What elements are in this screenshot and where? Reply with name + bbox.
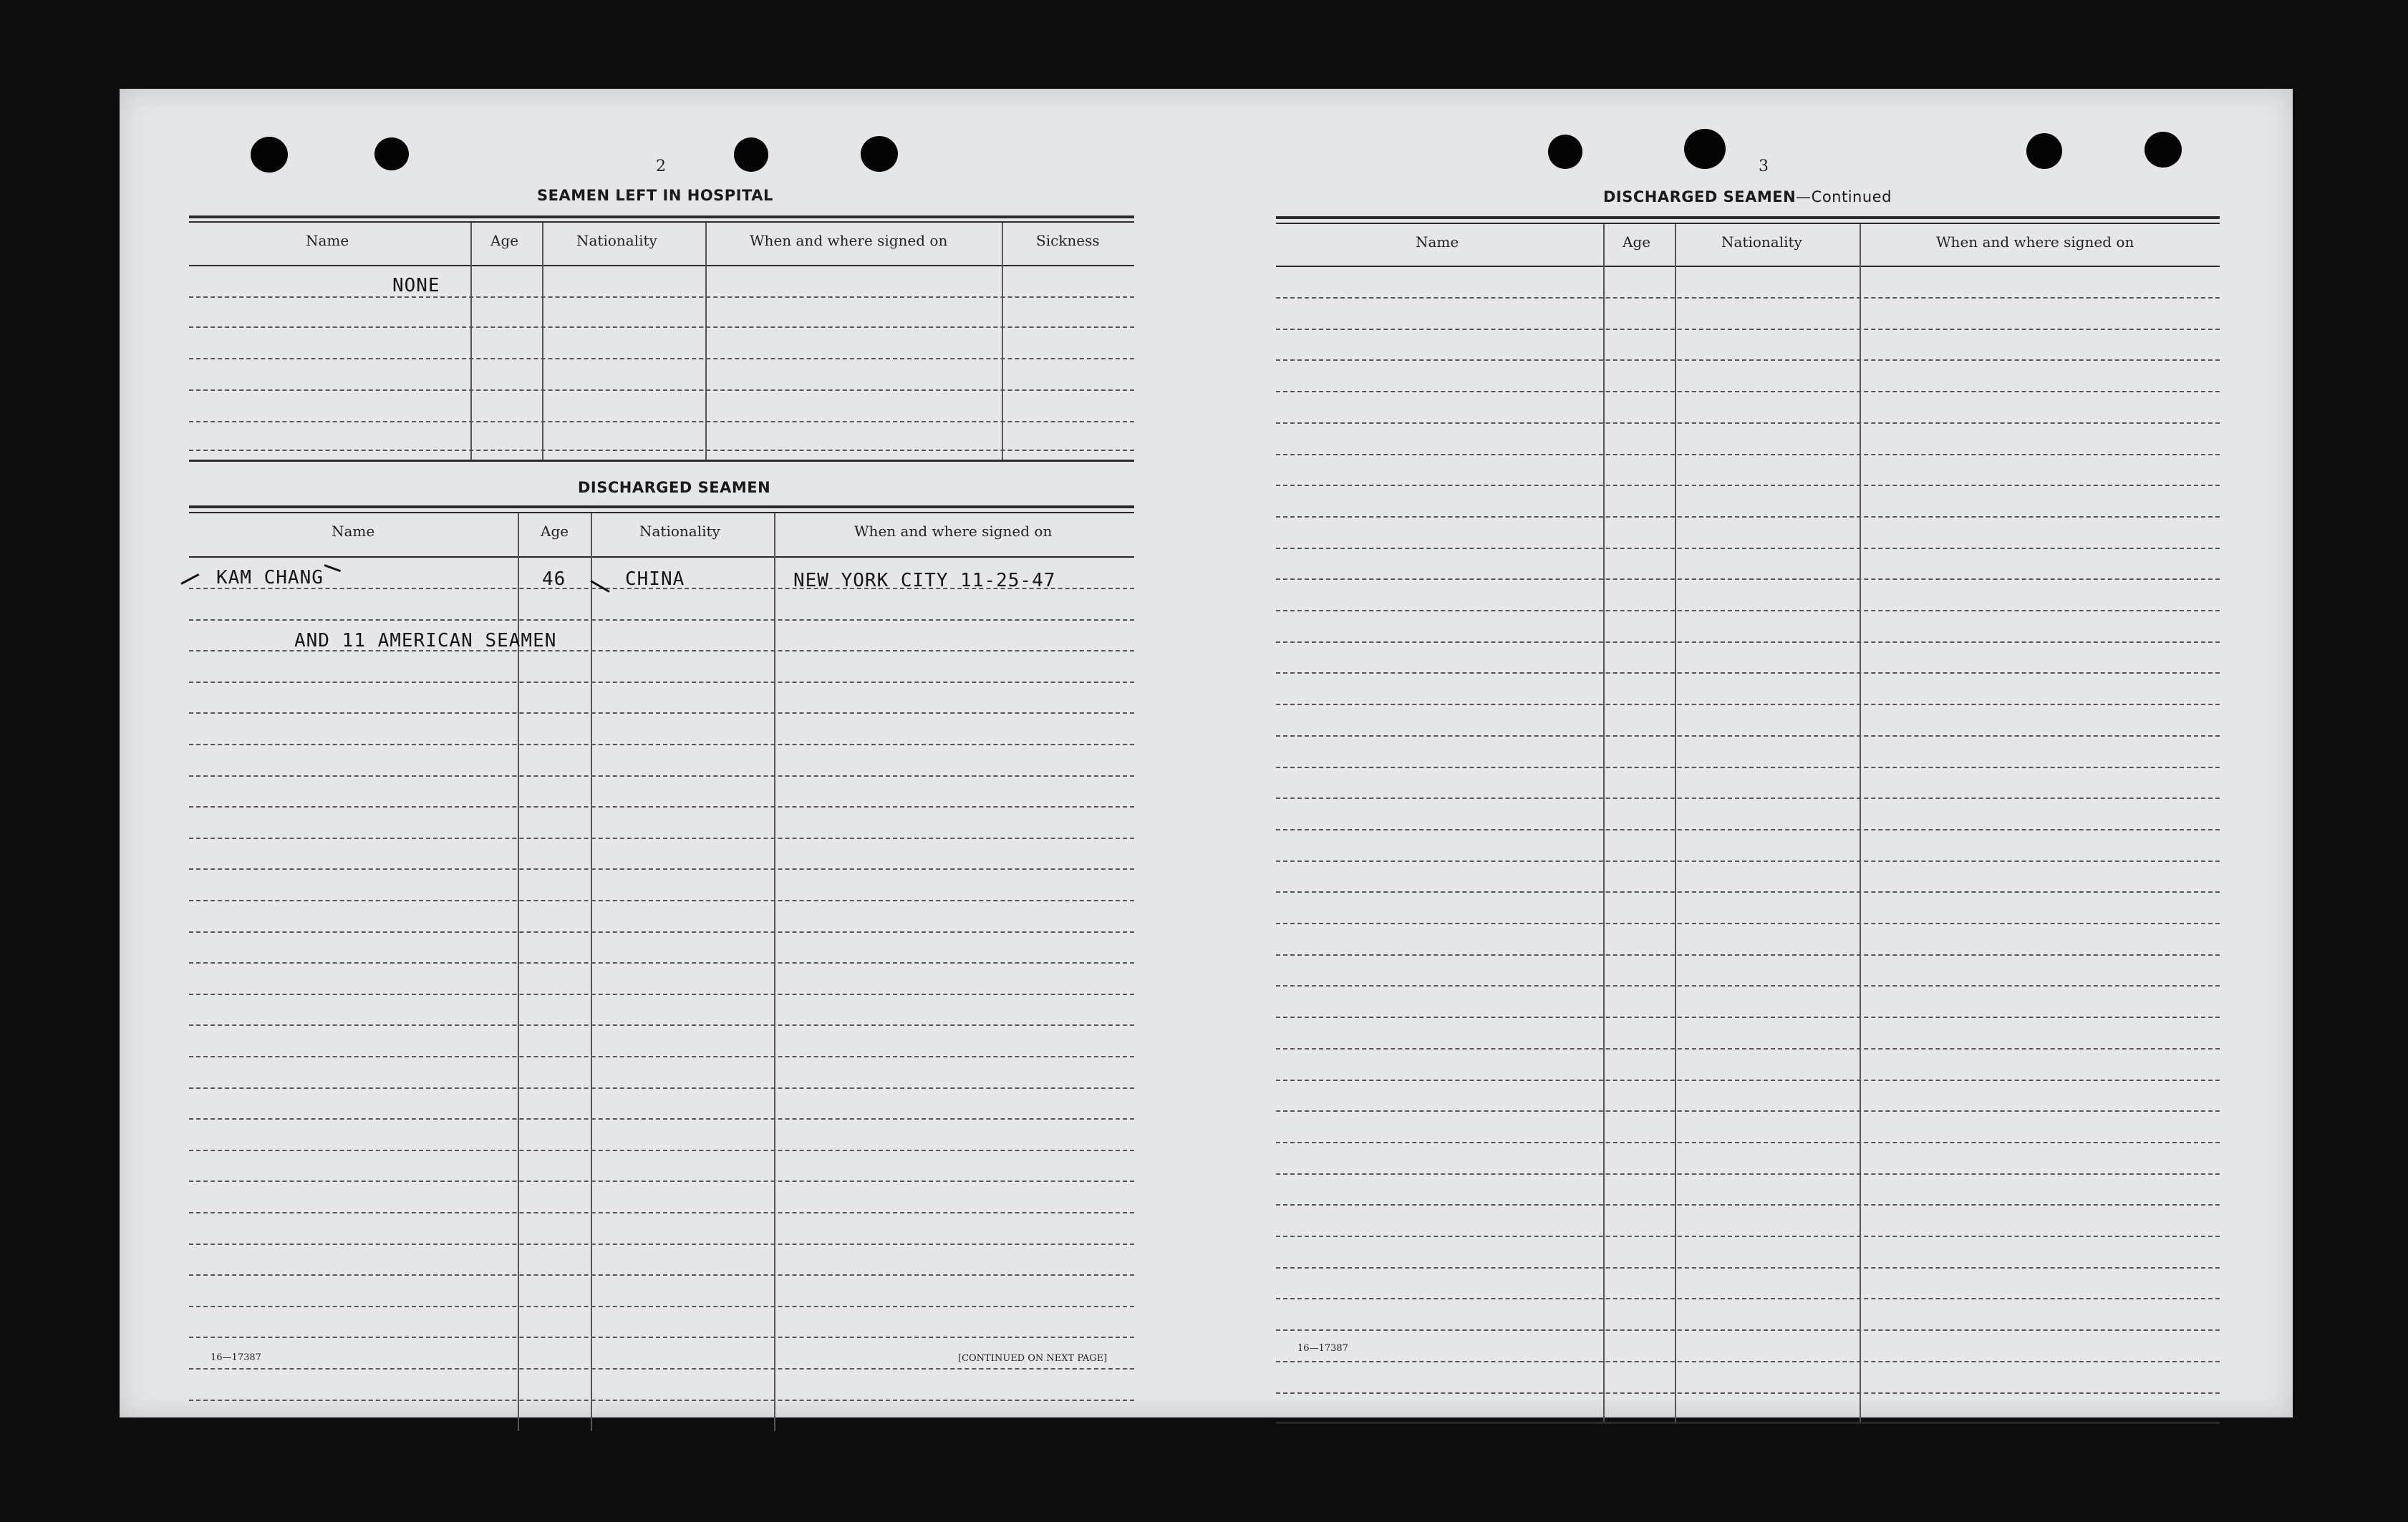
ruled-line — [1276, 1267, 2220, 1269]
ruled-line — [189, 900, 1134, 901]
ruled-line — [189, 1244, 1134, 1245]
title-continued: —Continued — [1796, 188, 1892, 205]
table-top-rule — [1276, 216, 2220, 219]
ruled-line — [189, 712, 1134, 714]
col-header-nationality: Nationality — [576, 232, 657, 249]
ruled-line — [1276, 485, 2220, 486]
discharged-continued-title — [1603, 188, 1892, 205]
punch-hole — [374, 137, 409, 170]
table-bottom-rule — [189, 460, 1134, 462]
ruled-line — [189, 838, 1134, 839]
ruled-line — [1276, 516, 2220, 518]
ruled-line — [189, 358, 1134, 359]
header-rule — [1276, 266, 2220, 267]
ruled-line — [1276, 861, 2220, 862]
seaman-age: 46 — [542, 568, 566, 590]
column-divider — [705, 223, 707, 460]
column-divider — [1603, 224, 1605, 1424]
punch-hole — [1548, 135, 1582, 169]
ruled-line — [189, 1056, 1134, 1057]
table-top-rule — [189, 512, 1134, 513]
col-header-signed-on: When and where signed on — [1936, 233, 2134, 251]
ruled-line — [189, 868, 1134, 870]
hospital-section-title: SEAMEN LEFT IN HOSPITAL — [537, 187, 773, 204]
table-top-rule — [1276, 223, 2220, 224]
col-header-name: Name — [1416, 233, 1459, 251]
col-header-age: Age — [541, 523, 569, 540]
discharged-section-title: DISCHARGED SEAMEN — [578, 479, 771, 496]
seaman-nationality: CHINA — [625, 568, 685, 590]
ruled-line — [1276, 1329, 2220, 1331]
ruled-line — [189, 450, 1134, 451]
ruled-line — [189, 931, 1134, 933]
ruled-line — [189, 1368, 1134, 1370]
ruled-line — [189, 1150, 1134, 1151]
ruled-line — [189, 682, 1134, 683]
ruled-line — [189, 619, 1134, 621]
continued-note: [CONTINUED ON NEXT PAGE] — [958, 1353, 1108, 1364]
col-header-age: Age — [1623, 233, 1651, 251]
ruled-line — [189, 806, 1134, 808]
ruled-line — [189, 1400, 1134, 1401]
col-header-age: Age — [490, 232, 519, 249]
ruled-line — [1276, 798, 2220, 799]
ruled-line — [189, 744, 1134, 745]
ruled-line — [1276, 1173, 2220, 1175]
ruled-line — [189, 775, 1134, 777]
table-top-rule — [189, 215, 1134, 218]
ruled-line — [1276, 391, 2220, 392]
ruled-line — [1276, 610, 2220, 611]
header-rule — [189, 265, 1134, 266]
col-header-nationality: Nationality — [639, 523, 720, 540]
ruled-line — [189, 1087, 1134, 1089]
col-header-signed-on: When and where signed on — [750, 232, 948, 249]
ruled-line — [189, 1181, 1134, 1182]
ruled-line — [189, 389, 1134, 391]
col-header-name: Name — [306, 232, 349, 249]
punch-hole — [734, 137, 768, 172]
ruled-line — [189, 421, 1134, 422]
ruled-line — [1276, 829, 2220, 830]
col-header-nationality: Nationality — [1721, 233, 1802, 251]
ruled-line — [1276, 735, 2220, 737]
ruled-line — [1276, 923, 2220, 924]
ruled-line — [1276, 1142, 2220, 1143]
ruled-line — [1276, 454, 2220, 455]
column-divider — [470, 223, 472, 460]
ruled-line — [1276, 641, 2220, 643]
ruled-line — [1276, 422, 2220, 424]
ruled-line — [1276, 1392, 2220, 1394]
table-bottom-rule — [1276, 1422, 2220, 1424]
ruled-line — [1276, 359, 2220, 361]
column-divider — [1675, 224, 1676, 1424]
page-number: 2 — [656, 157, 666, 175]
ruled-line — [189, 296, 1134, 298]
ruled-line — [189, 962, 1134, 964]
ruled-line — [1276, 1298, 2220, 1299]
column-divider — [1002, 223, 1003, 460]
ruled-line — [1276, 1048, 2220, 1050]
ruled-line — [189, 1024, 1134, 1026]
ruled-line — [1276, 672, 2220, 674]
american-seamen-note: AND 11 AMERICAN SEAMEN — [294, 630, 557, 651]
ruled-line — [1276, 329, 2220, 330]
ruled-line — [189, 1118, 1134, 1120]
ruled-line — [189, 1274, 1134, 1276]
punch-hole — [2145, 132, 2182, 168]
ruled-line — [1276, 891, 2220, 893]
ruled-line — [1276, 767, 2220, 768]
ruled-line — [1276, 985, 2220, 987]
ruled-line — [1276, 1204, 2220, 1206]
ruled-line — [189, 994, 1134, 995]
ruled-line — [189, 1306, 1134, 1307]
ruled-line — [189, 326, 1134, 328]
hospital-entry-none: NONE — [392, 275, 440, 296]
ruled-line — [1276, 1080, 2220, 1081]
punch-hole — [251, 137, 288, 173]
punch-hole — [861, 136, 898, 172]
form-number: 16—17387 — [1297, 1343, 1348, 1354]
ruled-line — [1276, 1110, 2220, 1112]
col-header-signed-on: When and where signed on — [854, 523, 1053, 540]
ruled-line — [189, 1337, 1134, 1338]
col-header-sickness: Sickness — [1036, 232, 1100, 249]
table-top-rule — [189, 221, 1134, 223]
page-number: 3 — [1759, 157, 1769, 175]
ruled-line — [1276, 1236, 2220, 1237]
table-top-rule — [189, 505, 1134, 508]
punch-hole — [1684, 129, 1726, 169]
header-rule — [189, 556, 1134, 558]
form-number: 16—17387 — [211, 1352, 261, 1363]
check-mark — [590, 580, 609, 593]
column-divider — [542, 223, 543, 460]
check-mark — [324, 564, 341, 572]
ruled-line — [1276, 954, 2220, 956]
check-mark — [180, 573, 199, 585]
ruled-line — [1276, 297, 2220, 299]
ruled-line — [189, 1212, 1134, 1213]
title-main: DISCHARGED SEAMEN — [1603, 188, 1797, 205]
seaman-name: KAM CHANG — [216, 567, 324, 588]
ruled-line — [1276, 548, 2220, 549]
document-sheet — [120, 89, 2293, 1417]
seaman-signed-on: NEW YORK CITY 11-25-47 — [793, 570, 1056, 591]
column-divider — [1860, 224, 1861, 1424]
ruled-line — [1276, 578, 2220, 580]
ruled-line — [1276, 1361, 2220, 1362]
ruled-line — [1276, 1017, 2220, 1018]
ruled-line — [1276, 704, 2220, 705]
col-header-name: Name — [332, 523, 375, 540]
punch-hole — [2026, 133, 2062, 169]
